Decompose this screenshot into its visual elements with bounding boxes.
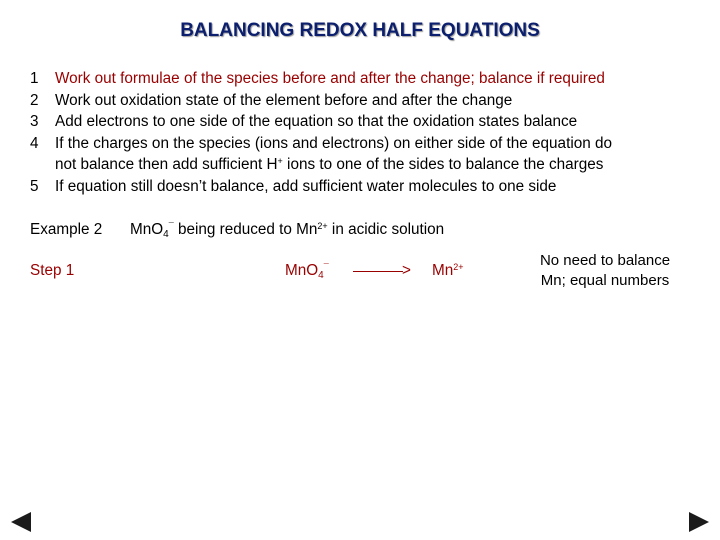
slide-title: BALANCING REDOX HALF EQUATIONS <box>180 20 540 41</box>
step-item-4 <box>30 133 690 155</box>
step-text-part: ions to one of the sides to balance the charges <box>282 156 604 173</box>
reactant-subscript: 4 <box>318 270 324 281</box>
step-number: 5 <box>30 177 39 195</box>
permanganate-charge: ¯ <box>168 221 174 231</box>
next-slide-icon[interactable] <box>689 512 709 532</box>
step-number: 3 <box>30 113 39 130</box>
hydrogen-ion-charge: + <box>277 156 283 166</box>
reactant-species <box>285 262 329 280</box>
note-line: Mn; equal numbers <box>540 272 670 289</box>
reactant-charge: ¯ <box>323 262 329 272</box>
product-species <box>432 262 464 280</box>
product-formula: Mn <box>432 262 454 279</box>
example-description <box>130 221 444 239</box>
product-charge: 2+ <box>453 262 464 272</box>
step-item-1 <box>30 68 690 90</box>
step-item-4-continuation <box>30 154 690 176</box>
step-number: 4 <box>30 134 39 152</box>
step-text-part: not balance then add sufficient H <box>55 156 278 173</box>
step-text-continued <box>30 154 603 176</box>
step-text: Work out formulae of the species before and after the change; balance if required <box>55 70 605 87</box>
step-text: Work out oxidation state of the element before and after the change <box>55 91 513 109</box>
reaction-arrow-head: > <box>402 262 411 279</box>
step-number: 1 <box>30 70 39 87</box>
example-tail-text: in acidic solution <box>327 221 445 238</box>
step1-label: Step 1 <box>30 262 75 279</box>
step-item-5 <box>30 176 690 198</box>
steps-list <box>30 68 690 197</box>
example-mid-text: being reduced to Mn <box>173 221 318 238</box>
step-text: If the charges on the species (ions and electrons) on either side of the equation do <box>55 134 612 152</box>
step-item-3 <box>30 111 690 133</box>
balance-note <box>520 251 690 291</box>
step-number: 2 <box>30 91 39 109</box>
step-text: Add electrons to one side of the equation so that the oxidation states balance <box>55 113 578 130</box>
step-item-2 <box>30 90 690 112</box>
previous-slide-icon[interactable] <box>11 512 31 532</box>
note-line: No need to balance <box>539 252 671 269</box>
reaction-arrow-shaft <box>353 271 403 272</box>
manganese-ion-charge: 2+ <box>317 221 328 231</box>
example-label: Example 2 <box>30 221 103 238</box>
step-text: If equation still doesn’t balance, add sufficient water molecules to one side <box>55 177 557 195</box>
permanganate-subscript: 4 <box>163 229 169 240</box>
permanganate-formula: MnO <box>130 221 164 238</box>
reactant-formula: MnO <box>285 262 319 279</box>
